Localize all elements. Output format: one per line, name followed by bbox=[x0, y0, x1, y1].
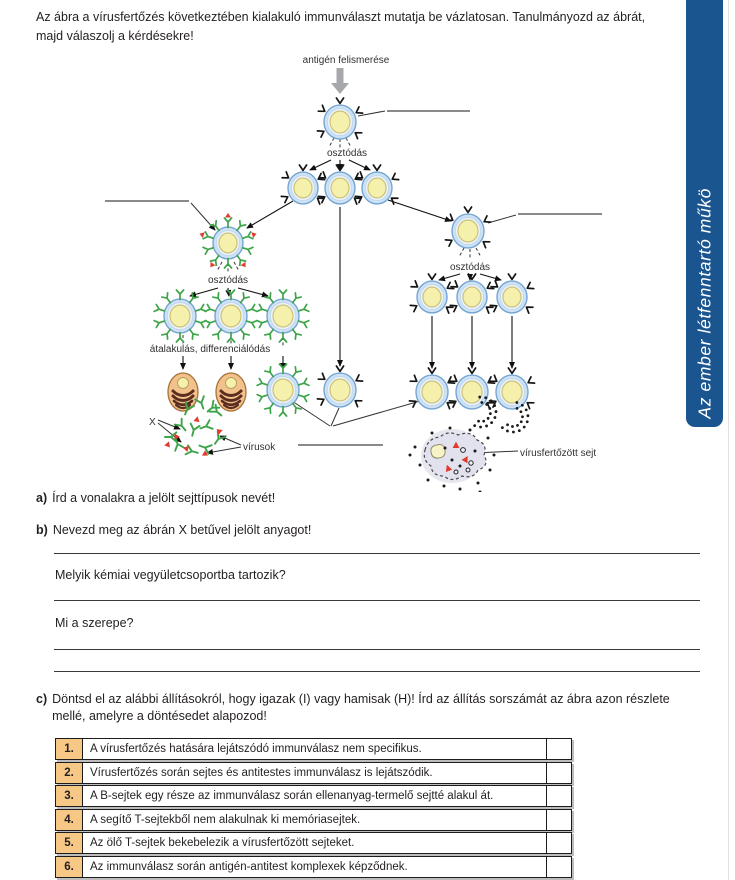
lymphocyte-cell bbox=[317, 366, 362, 407]
receptor-icon bbox=[428, 368, 435, 373]
question-a-text: Írd a vonalakra a jelölt sejttípusok nevét! bbox=[52, 491, 276, 505]
statement-number: 1. bbox=[56, 739, 83, 759]
receptor-icon bbox=[390, 173, 398, 182]
arrow bbox=[388, 200, 451, 221]
antibody-receptor-icon bbox=[176, 290, 183, 300]
receptor-icon bbox=[526, 377, 534, 386]
statement-number: 5. bbox=[56, 833, 83, 853]
receptor-icon bbox=[410, 303, 418, 312]
intro-text: Az ábra a vírusfertőzés következtében kialakuló immunválaszt mutatja be vázlatosan. Tanulmányozd az ábrát, majd válaszolj a kérdésekre! bbox=[36, 10, 646, 43]
antibody-icon bbox=[199, 420, 213, 433]
granule-dot bbox=[512, 431, 515, 434]
statement-text: A segítő T-sejtekből nem alakulnak ki memóriasejtek. bbox=[83, 810, 547, 830]
granule-dot bbox=[479, 426, 482, 429]
x-marker-label: X bbox=[149, 417, 156, 428]
true-false-answer-cell[interactable] bbox=[547, 786, 571, 806]
lymphocyte-cell bbox=[450, 274, 493, 313]
question-a bbox=[36, 490, 275, 507]
statement-row bbox=[55, 762, 572, 784]
true-false-answer-cell[interactable] bbox=[547, 833, 571, 853]
antibody-receptor-icon bbox=[279, 407, 286, 417]
statement-row bbox=[55, 738, 572, 760]
question-b-text: Nevezd meg az ábrán X betűvel jelölt anyagot! bbox=[52, 523, 312, 537]
division-stub bbox=[234, 262, 239, 271]
lymphocyte-cell bbox=[317, 98, 362, 139]
receptor-icon bbox=[410, 375, 419, 384]
division-label: osztódás bbox=[207, 275, 249, 286]
receptor-icon bbox=[428, 274, 435, 279]
granule-dot bbox=[480, 401, 483, 404]
granule-dot bbox=[515, 401, 518, 404]
receptor-icon bbox=[353, 398, 362, 407]
granule-dot bbox=[478, 396, 481, 399]
granule-dot bbox=[520, 420, 523, 423]
antigen-arrow bbox=[331, 68, 349, 94]
answer-rule-2[interactable] bbox=[54, 600, 700, 601]
antibody-receptor-icon bbox=[224, 213, 231, 228]
division-stub bbox=[476, 248, 481, 257]
antibody-icon bbox=[188, 424, 200, 437]
antibody-receptor-icon bbox=[224, 259, 231, 269]
granule-dot bbox=[521, 415, 524, 418]
antigen-icon bbox=[225, 213, 231, 218]
statement-text: A vírusfertőzés hatására lejátszódó immunválasz nem specifikus. bbox=[83, 739, 547, 759]
receptor-icon bbox=[445, 237, 453, 246]
granule-dot bbox=[525, 408, 528, 411]
differentiation-label: átalakulás, differenciálódás bbox=[149, 344, 271, 355]
receptor-icon bbox=[482, 216, 490, 225]
true-false-answer-cell[interactable] bbox=[547, 763, 571, 783]
granule-dot bbox=[493, 404, 496, 407]
receptor-icon bbox=[468, 368, 475, 373]
b-cell bbox=[205, 290, 257, 342]
viruses-label: vírusok bbox=[243, 442, 276, 453]
receptor-icon bbox=[354, 107, 362, 116]
division-arrow bbox=[439, 274, 460, 280]
division-arrow bbox=[310, 160, 331, 170]
plasma-cell bbox=[216, 373, 246, 411]
question-c-text: Döntsd el az alábbi állításokról, hogy igazak (I) vagy hamisak (H)! Írd az állítás sorszámát az ábra azon részlete mellé, amelyre a döntésedet alapozod! bbox=[52, 692, 670, 723]
granule-dot bbox=[501, 426, 504, 429]
receptor-icon bbox=[354, 375, 362, 384]
antigen-icon bbox=[199, 231, 205, 238]
lymphocyte-cell bbox=[318, 165, 361, 204]
lymphocyte-cell bbox=[355, 165, 398, 204]
lymphocyte-cell bbox=[449, 368, 494, 409]
question-b-sub1: Melyik kémiai vegyületcsoportba tartozik? bbox=[55, 568, 286, 582]
answer-rule-3[interactable] bbox=[54, 649, 700, 650]
pointer-line bbox=[488, 215, 516, 223]
virus-particle-icon bbox=[194, 416, 201, 422]
true-false-answer-cell[interactable] bbox=[547, 857, 571, 877]
granule-dot bbox=[484, 396, 487, 399]
granule-dot bbox=[516, 407, 519, 410]
granule-dot bbox=[516, 424, 519, 427]
granule-dot bbox=[485, 425, 488, 428]
statement-text: Az ölő T-sejtek bekebelezik a vírusfertőzött sejteket. bbox=[83, 833, 547, 853]
receptor-icon bbox=[318, 373, 327, 382]
receptor-icon bbox=[336, 98, 343, 103]
granule-dot bbox=[523, 426, 526, 429]
antigen-icon bbox=[241, 262, 248, 269]
statement-text: Vírusfertőzés során sejtes és antitestes immunválasz is lejátszódik. bbox=[83, 763, 547, 783]
division-arrow bbox=[238, 288, 268, 296]
antibody-icon bbox=[175, 419, 189, 434]
statements-table bbox=[55, 738, 572, 880]
true-false-answer-cell[interactable] bbox=[547, 739, 571, 759]
receptor-icon bbox=[282, 172, 291, 181]
question-c-label: c) bbox=[36, 692, 48, 706]
statement-number: 4. bbox=[56, 810, 83, 830]
question-b bbox=[36, 522, 311, 539]
receptor-icon bbox=[318, 105, 327, 114]
antibody-receptor-icon bbox=[279, 333, 286, 343]
division-label: osztódás bbox=[326, 148, 368, 159]
granule-dot bbox=[518, 429, 521, 432]
question-c bbox=[36, 691, 696, 725]
lymphocyte-cell bbox=[445, 207, 490, 248]
granule-dot bbox=[489, 412, 492, 415]
receptor-icon bbox=[281, 194, 289, 203]
answer-rule-1[interactable] bbox=[54, 553, 700, 554]
granule-dot bbox=[473, 424, 476, 427]
receptor-icon bbox=[464, 207, 471, 212]
granule-dot bbox=[506, 423, 509, 426]
receptor-icon bbox=[508, 368, 515, 373]
lymphocyte-cell bbox=[281, 165, 324, 204]
granule-dot bbox=[520, 410, 523, 413]
antibody-icon bbox=[211, 432, 225, 447]
receptor-icon bbox=[299, 165, 306, 170]
lymphocyte-cell bbox=[409, 368, 454, 409]
antigen-icon bbox=[251, 231, 257, 238]
question-a-label: a) bbox=[36, 491, 48, 505]
statement-number: 3. bbox=[56, 786, 83, 806]
antibody-receptor-icon bbox=[242, 230, 258, 241]
granule-dot bbox=[521, 404, 524, 407]
division-stub bbox=[217, 262, 222, 271]
b-cell bbox=[257, 364, 309, 416]
statement-number: 2. bbox=[56, 763, 83, 783]
receptor-icon bbox=[317, 128, 325, 137]
arrow bbox=[247, 201, 293, 228]
question-b-label: b) bbox=[36, 523, 48, 537]
statement-row bbox=[55, 856, 572, 878]
statement-row bbox=[55, 832, 572, 854]
b-cell bbox=[257, 290, 309, 342]
antigen-icon bbox=[208, 262, 215, 269]
granule-dot bbox=[490, 399, 493, 402]
granule-dot bbox=[482, 420, 485, 423]
virus-pointer-line bbox=[207, 447, 241, 453]
receptor-icon bbox=[524, 304, 533, 313]
receptor-icon bbox=[336, 366, 343, 371]
receptor-icon bbox=[411, 281, 420, 290]
receptor-icon bbox=[353, 130, 362, 139]
statement-text: Az immunválasz során antigén-antitest komplexek képződnek. bbox=[83, 857, 547, 877]
granule-dot bbox=[527, 414, 530, 417]
receptor-icon bbox=[525, 400, 534, 409]
granule-dot bbox=[487, 417, 490, 420]
pointer-line bbox=[292, 401, 330, 426]
true-false-answer-cell[interactable] bbox=[547, 810, 571, 830]
antibody-receptor-icon bbox=[279, 290, 286, 300]
granule-dot bbox=[477, 420, 480, 423]
division-arrow bbox=[190, 288, 218, 296]
side-banner-text: Az ember létfenntartó műkö bbox=[693, 188, 714, 419]
granule-dot bbox=[485, 403, 488, 406]
division-arrow bbox=[480, 274, 501, 280]
lymphocyte-cell bbox=[489, 368, 534, 409]
granule-dot bbox=[506, 430, 509, 433]
statement-row bbox=[55, 809, 572, 831]
division-stub bbox=[346, 138, 351, 147]
division-label: osztódás bbox=[449, 262, 491, 273]
antibody-receptor-icon bbox=[198, 230, 214, 241]
b-cell bbox=[154, 290, 206, 342]
virus-particle-icon bbox=[164, 440, 171, 447]
granule-dot bbox=[488, 407, 491, 410]
division-stub bbox=[459, 248, 464, 257]
granule-dot bbox=[526, 420, 529, 423]
statement-number: 6. bbox=[56, 857, 83, 877]
lymphocyte-cell bbox=[490, 274, 533, 313]
granule-dot bbox=[511, 425, 514, 428]
receptor-icon bbox=[373, 165, 380, 170]
receptor-icon bbox=[525, 282, 533, 291]
granule-dot bbox=[495, 410, 498, 413]
receptor-icon bbox=[508, 274, 515, 279]
receptor-icon bbox=[317, 396, 325, 405]
virus-infected-cell bbox=[409, 427, 496, 493]
receptor-icon bbox=[481, 239, 490, 248]
statement-text: A B-sejtek egy része az immunválasz során ellenanyag-termelő sejtté alakul át. bbox=[83, 786, 547, 806]
lymphocyte-cell bbox=[410, 274, 453, 313]
statement-row bbox=[55, 785, 572, 807]
answer-rule-4[interactable] bbox=[54, 671, 700, 672]
granule-dot bbox=[490, 421, 493, 424]
question-b-sub2: Mi a szerepe? bbox=[55, 616, 134, 630]
antigen-recognition-label: antigén felismerése bbox=[302, 55, 390, 66]
granule-dot bbox=[494, 416, 497, 419]
division-stub bbox=[329, 138, 334, 147]
infected-cell-label: vírusfertőzött sejt bbox=[520, 448, 597, 459]
division-arrow bbox=[349, 160, 370, 170]
pointer-line bbox=[331, 408, 339, 426]
receptor-icon bbox=[446, 214, 455, 223]
